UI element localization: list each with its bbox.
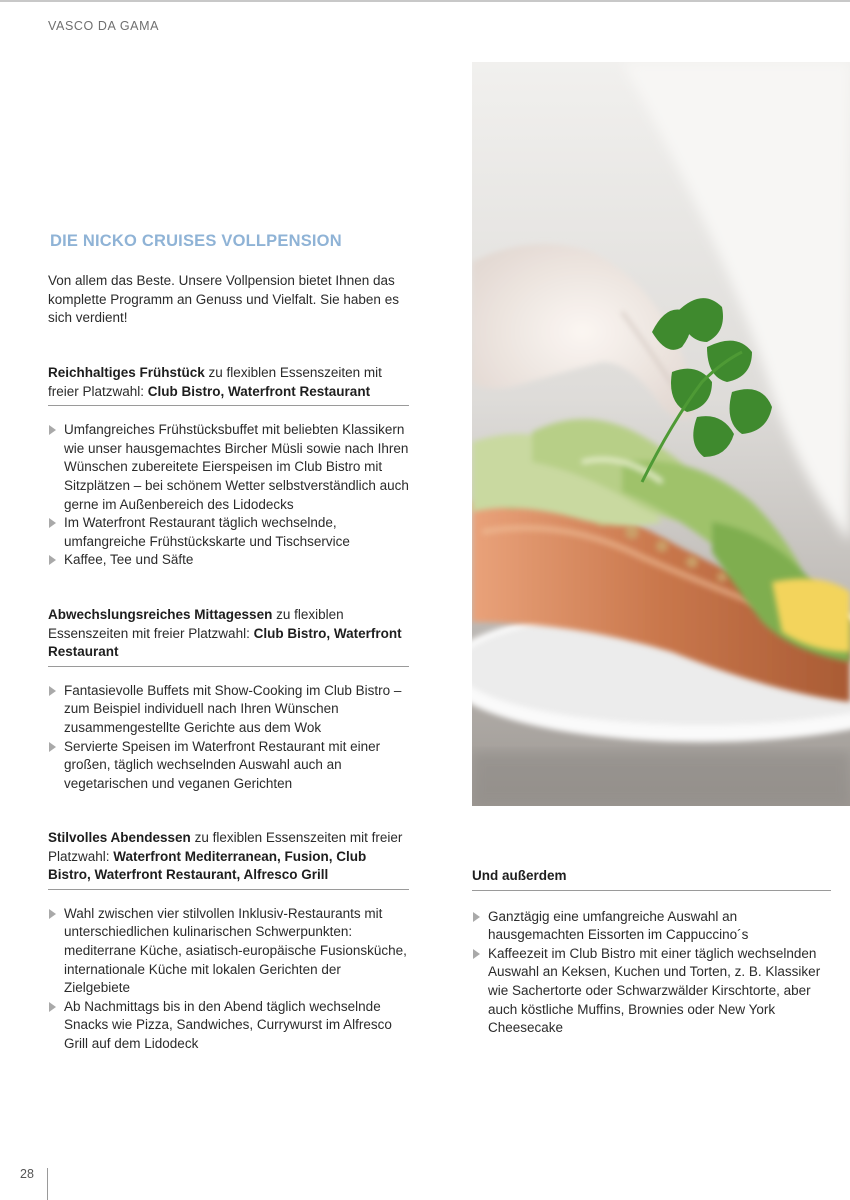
list-item-text: Wahl zwischen vier stilvollen Inklusiv-Restaurants mit unterschiedlichen kulinarischen Schwerpunkten: mediterrane Küche, asiatisch-europäische Fusionsküche, internationale Küche mit lokalen Gerichten der Zielgebiete xyxy=(64,905,407,996)
header-brand: VASCO DA GAMA xyxy=(48,19,160,33)
lunch-section xyxy=(48,606,409,793)
list-item xyxy=(48,421,409,514)
list-item xyxy=(48,905,409,998)
triangle-bullet-icon xyxy=(473,912,480,922)
extras-heading-bold: Und außerdem xyxy=(472,868,567,883)
list-item xyxy=(48,514,409,551)
intro-text: Von allem das Beste. Unsere Vollpension bietet Ihnen das komplette Programm an Genuss und Vielfalt. Sie haben es sich verdient! xyxy=(48,273,399,326)
list-item-text: Servierte Speisen im Waterfront Restaurant mit einer großen, täglich wechselnden Auswahl auch an vegetarischen und veganen Gerichten xyxy=(64,738,381,791)
extras-section xyxy=(472,867,831,1038)
breakfast-list xyxy=(48,421,409,570)
list-item xyxy=(48,738,409,794)
list-item xyxy=(48,551,409,570)
list-item-text: Ganztägig eine umfangreiche Auswahl an hausgemachten Eissorten im Cappuccino´s xyxy=(488,908,749,943)
breakfast-heading xyxy=(48,364,409,406)
list-item-text: Im Waterfront Restaurant täglich wechselnde, umfangreiche Frühstückskarte und Tischservice xyxy=(64,515,350,549)
list-item xyxy=(472,945,831,1038)
breakfast-section xyxy=(48,364,409,570)
dinner-heading-text: zu flexiblen Essenszeiten mit freier Platzwahl: xyxy=(48,830,403,864)
list-item xyxy=(48,682,409,738)
triangle-bullet-icon xyxy=(49,518,56,528)
page-title: DIE NICKO CRUISES VOLLPENSION xyxy=(50,232,342,250)
list-item-text: Umfangreiches Frühstücksbuffet mit beliebten Klassikern wie unser hausgemachtes Bircher Müsli sowie nach Ihren Wünschen zubereitete Eierspeisen im Club Bistro mit Sitzplätzen – bei schönem Wetter selbstverständlich auch gerne im Außenbereich des Lidodecks xyxy=(64,422,409,512)
breakfast-heading-venues: Club Bistro, Waterfront Restaurant xyxy=(147,383,371,399)
list-item-text: Kaffee, Tee und Säfte xyxy=(64,552,194,568)
breakfast-heading-bold: Reichhaltiges Frühstück xyxy=(48,365,205,380)
page-number-rule xyxy=(47,1168,48,1200)
dinner-heading-bold: Stilvolles Abendessen xyxy=(48,830,191,845)
extras-list xyxy=(472,908,831,1038)
triangle-bullet-icon xyxy=(49,742,56,752)
list-item-text: Fantasievolle Buffets mit Show-Cooking im Club Bistro – zum Beispiel individuell nach Ihren Wünschen zusammengestellte Gerichte aus dem Wok xyxy=(64,682,402,735)
triangle-bullet-icon xyxy=(49,425,56,435)
dinner-heading xyxy=(48,829,409,890)
triangle-bullet-icon xyxy=(49,909,56,919)
triangle-bullet-icon xyxy=(49,555,56,565)
food-photo xyxy=(472,62,850,806)
salmon-plate-image xyxy=(472,62,850,806)
lunch-heading-bold: Abwechslungsreiches Mittagessen xyxy=(48,607,273,622)
lunch-heading-venues: Club Bistro, Waterfront Restaurant xyxy=(48,625,402,660)
lunch-heading xyxy=(48,606,409,667)
dinner-section xyxy=(48,829,409,1054)
dinner-heading-venues: Waterfront Mediterranean, Fusion, Club Bistro, Waterfront Restaurant, Alfresco Grill xyxy=(48,848,367,883)
triangle-bullet-icon xyxy=(473,949,480,959)
lunch-list xyxy=(48,682,409,794)
page-number: 28 xyxy=(20,1167,34,1181)
breakfast-heading-text: zu flexiblen Essenszeiten mit freier Platzwahl: xyxy=(48,365,382,399)
triangle-bullet-icon xyxy=(49,1002,56,1012)
list-item xyxy=(48,998,409,1054)
triangle-bullet-icon xyxy=(49,686,56,696)
list-item xyxy=(472,908,831,945)
dinner-list xyxy=(48,905,409,1054)
list-item-text: Kaffeezeit im Club Bistro mit einer täglich wechselnden Auswahl an Keksen, Kuchen und Torten, z. B. Klassiker wie Sachertorte oder Schwarzwälder Kirschtorte, aber auch köstliche Muffins, Brownies oder New York Cheesecake xyxy=(488,945,821,1036)
lunch-heading-text: zu flexiblen Essenszeiten mit freier Platzwahl: xyxy=(48,607,344,641)
list-item-text: Ab Nachmittags bis in den Abend täglich wechselnde Snacks wie Pizza, Sandwiches, Currywurst im Alfresco Grill auf dem Lidodeck xyxy=(64,998,392,1051)
extras-heading xyxy=(472,867,831,891)
top-rule xyxy=(0,0,850,2)
